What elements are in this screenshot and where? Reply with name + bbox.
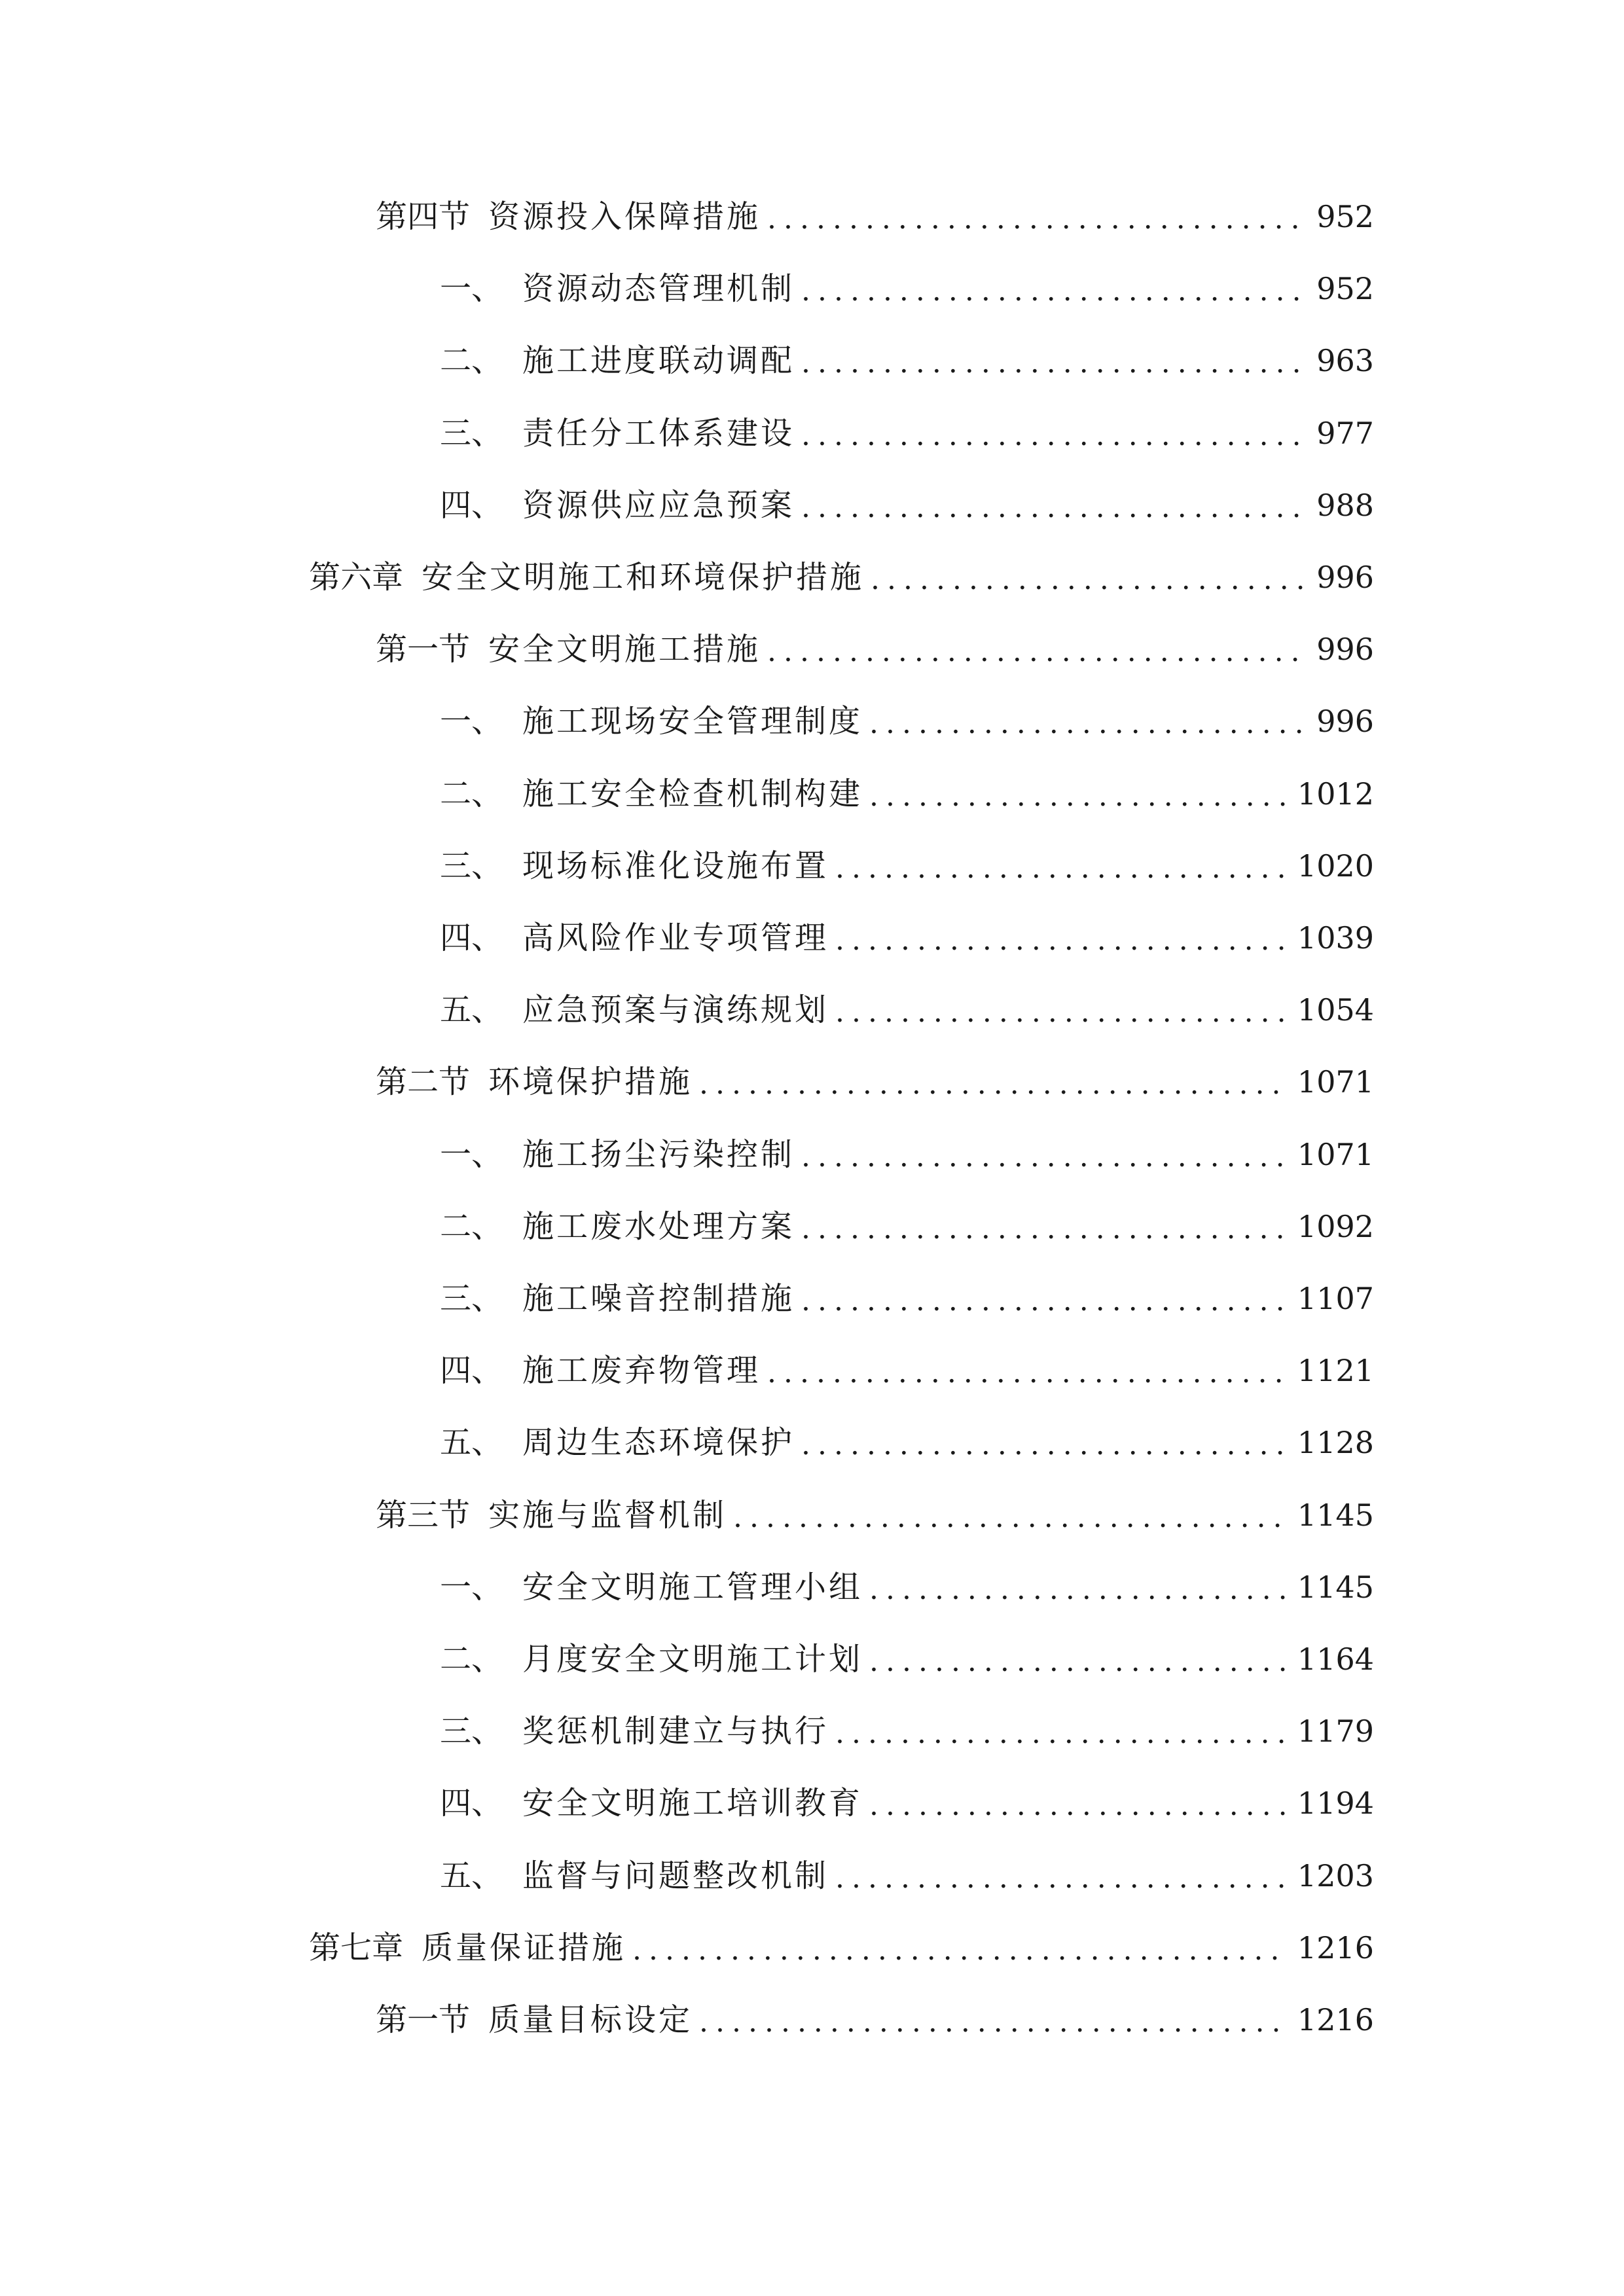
toc-entry[interactable] [440, 1844, 1374, 1907]
toc-entry-marker: 一、 [440, 1136, 503, 1173]
dot-leader [699, 1065, 1288, 1104]
toc-entry-page-number: 996 [1316, 560, 1374, 595]
toc-entry-title: 施工安全检查机制构建 [522, 776, 863, 812]
toc-entry[interactable] [376, 185, 1374, 248]
toc-entry[interactable] [376, 1988, 1374, 2051]
toc-entry-page-number: 996 [1316, 632, 1374, 667]
toc-entry-page-number: 1012 [1297, 776, 1374, 812]
toc-entry-title: 施工扬尘污染控制 [522, 1136, 795, 1173]
toc-entry-page-number: 952 [1316, 199, 1374, 234]
toc-entry-marker: 五、 [440, 1857, 503, 1894]
dot-leader [835, 993, 1288, 1032]
dot-leader [767, 632, 1307, 672]
toc-entry-title: 资源投入保障措施 [488, 198, 761, 235]
toc-entry-title: 监督与问题整改机制 [522, 1857, 829, 1894]
toc-entry-page-number: 1145 [1297, 1498, 1374, 1533]
toc-entry-title: 责任分工体系建设 [522, 415, 795, 452]
dot-leader [835, 921, 1288, 960]
toc-entry-marker: 第二节 [376, 1064, 471, 1100]
toc-entry[interactable] [440, 978, 1374, 1041]
toc-entry[interactable] [309, 546, 1374, 609]
toc-entry-page-number: 1039 [1297, 920, 1374, 956]
toc-entry[interactable] [440, 474, 1374, 537]
toc-entry[interactable] [440, 1267, 1374, 1330]
dot-leader [733, 1498, 1288, 1537]
toc-entry-page-number: 952 [1316, 271, 1374, 306]
toc-entry-title: 施工废弃物管理 [522, 1352, 761, 1389]
dot-leader [801, 1210, 1288, 1249]
toc-entry[interactable] [440, 690, 1374, 753]
toc-entry-marker: 第六章 [309, 559, 404, 596]
dot-leader [869, 704, 1307, 744]
toc-entry-title: 施工噪音控制措施 [522, 1280, 795, 1317]
dot-leader [801, 344, 1307, 383]
toc-entry-marker: 三、 [440, 1713, 503, 1749]
dot-leader [801, 416, 1307, 456]
dot-leader [767, 200, 1307, 239]
toc-entry-marker: 三、 [440, 1280, 503, 1317]
toc-entry-page-number: 988 [1316, 488, 1374, 523]
toc-entry[interactable] [440, 1628, 1374, 1691]
toc-entry[interactable] [440, 329, 1374, 392]
toc-entry-page-number: 1216 [1297, 1930, 1374, 1965]
toc-entry-marker: 一、 [440, 1569, 503, 1605]
toc-entry-title: 安全文明施工措施 [488, 631, 761, 668]
toc-entry[interactable] [440, 834, 1374, 897]
dot-leader [801, 1282, 1288, 1321]
toc-entry-page-number: 996 [1316, 704, 1374, 739]
dot-leader [835, 1859, 1288, 1898]
toc-entry-page-number: 1071 [1297, 1137, 1374, 1172]
toc-entry-marker: 三、 [440, 848, 503, 884]
toc-entry-title: 施工进度联动调配 [522, 342, 795, 379]
toc-entry-title: 安全文明施工和环境保护措施 [422, 559, 865, 596]
toc-entry-marker: 四、 [440, 1785, 503, 1821]
toc-entry-marker: 二、 [440, 1208, 503, 1245]
toc-entry-marker: 一、 [440, 270, 503, 307]
toc-entry[interactable] [376, 618, 1374, 681]
toc-entry[interactable] [440, 906, 1374, 969]
toc-entry-page-number: 1092 [1297, 1209, 1374, 1244]
toc-entry[interactable] [376, 1050, 1374, 1113]
toc-entry-title: 实施与监督机制 [488, 1497, 727, 1534]
toc-entry-title: 安全文明施工培训教育 [522, 1785, 863, 1821]
toc-entry-title: 资源动态管理机制 [522, 270, 795, 307]
toc-entry[interactable] [440, 257, 1374, 320]
toc-entry-marker: 第一节 [376, 2001, 471, 2038]
toc-entry-title: 月度安全文明施工计划 [522, 1641, 863, 1677]
toc-entry-title: 质量保证措施 [422, 1929, 626, 1966]
toc-entry-title: 高风险作业专项管理 [522, 920, 829, 956]
toc-entry-page-number: 977 [1316, 416, 1374, 451]
toc-entry-title: 应急预案与演练规划 [522, 992, 829, 1028]
dot-leader [632, 1931, 1288, 1970]
dot-leader [871, 560, 1307, 600]
toc-entry[interactable] [440, 1339, 1374, 1402]
toc-entry-page-number: 1216 [1297, 2002, 1374, 2037]
toc-entry-title: 施工废水处理方案 [522, 1208, 795, 1245]
toc-entry-title: 质量目标设定 [488, 2001, 693, 2038]
dot-leader [801, 272, 1307, 311]
toc-entry-marker: 五、 [440, 1424, 503, 1461]
toc-entry-page-number: 1194 [1297, 1785, 1374, 1821]
toc-entry-marker: 第三节 [376, 1497, 471, 1534]
dot-leader [801, 1426, 1288, 1465]
toc-entry-marker: 第一节 [376, 631, 471, 668]
dot-leader [699, 2003, 1288, 2042]
toc-entry[interactable] [309, 1916, 1374, 1979]
toc-entry[interactable] [440, 762, 1374, 825]
toc-entry[interactable] [440, 1411, 1374, 1474]
toc-entry-title: 周边生态环境保护 [522, 1424, 795, 1461]
toc-entry-page-number: 1121 [1297, 1353, 1374, 1388]
toc-entry[interactable] [376, 1484, 1374, 1547]
toc-entry-page-number: 1128 [1297, 1425, 1374, 1460]
toc-entry-marker: 四、 [440, 920, 503, 956]
dot-leader [835, 849, 1288, 888]
toc-entry-title: 资源供应应急预案 [522, 487, 795, 524]
toc-entry-marker: 二、 [440, 342, 503, 379]
toc-entry[interactable] [440, 1123, 1374, 1186]
toc-entry-marker: 第七章 [309, 1929, 404, 1966]
toc-entry-title: 环境保护措施 [488, 1064, 693, 1100]
toc-entry-marker: 一、 [440, 703, 503, 740]
toc-entry[interactable] [440, 1772, 1374, 1835]
toc-entry-marker: 二、 [440, 776, 503, 812]
toc-entry-page-number: 1054 [1297, 992, 1374, 1028]
dot-leader [869, 1786, 1288, 1825]
toc-entry[interactable] [440, 1556, 1374, 1619]
toc-entry[interactable] [440, 1700, 1374, 1763]
dot-leader [801, 1138, 1288, 1177]
toc-entry-marker: 第四节 [376, 198, 471, 235]
toc-entry-title: 奖惩机制建立与执行 [522, 1713, 829, 1749]
toc-entry-page-number: 1071 [1297, 1064, 1374, 1100]
toc-entry-page-number: 963 [1316, 343, 1374, 378]
toc-entry-marker: 二、 [440, 1641, 503, 1677]
dot-leader [869, 1570, 1288, 1609]
dot-leader [801, 488, 1307, 528]
toc-entry-marker: 五、 [440, 992, 503, 1028]
toc-entry-page-number: 1020 [1297, 848, 1374, 884]
toc-entry-page-number: 1164 [1297, 1641, 1374, 1677]
toc-entry-page-number: 1179 [1297, 1713, 1374, 1749]
toc-entry-page-number: 1203 [1297, 1858, 1374, 1893]
toc-entry-title: 安全文明施工管理小组 [522, 1569, 863, 1605]
toc-entry-marker: 四、 [440, 1352, 503, 1389]
dot-leader [767, 1354, 1288, 1393]
dot-leader [869, 1642, 1288, 1681]
dot-leader [869, 777, 1288, 816]
toc-entry-title: 现场标准化设施布置 [522, 848, 829, 884]
dot-leader [835, 1714, 1288, 1753]
toc-entry-page-number: 1107 [1297, 1281, 1374, 1316]
toc-entry[interactable] [440, 1195, 1374, 1258]
toc-entry[interactable] [440, 402, 1374, 465]
toc-entry-title: 施工现场安全管理制度 [522, 703, 863, 740]
toc-entry-page-number: 1145 [1297, 1570, 1374, 1605]
toc-entry-marker: 三、 [440, 415, 503, 452]
toc-entry-marker: 四、 [440, 487, 503, 524]
